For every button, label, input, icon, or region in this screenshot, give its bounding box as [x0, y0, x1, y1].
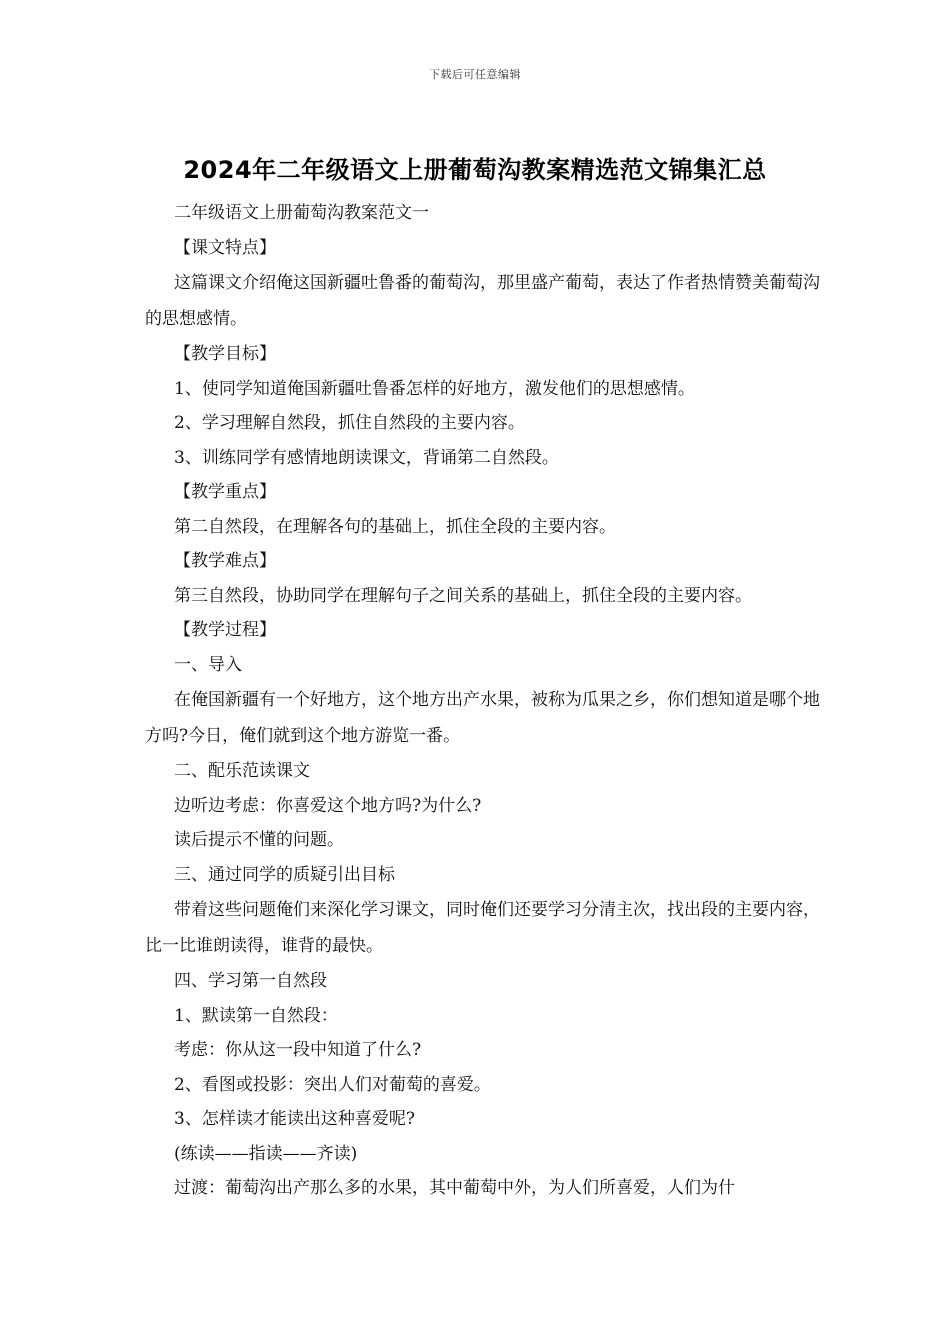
paragraph: 一、导入 [174, 654, 242, 675]
paragraph: 带着这些问题俺们来深化学习课文，同时俺们还要学习分清主次，找出段的主要内容，比一比谁朗读得，谁背的最快。 [145, 900, 820, 956]
paragraph: 读后提示不懂的问题。 [174, 830, 344, 850]
paragraph: 过渡：葡萄沟出产那么多的水果，其中葡萄中外，为人们所喜爱，人们为什 [174, 1178, 735, 1198]
paragraph: 第三自然段，协助同学在理解句子之间关系的基础上，抓住全段的主要内容。 [174, 585, 752, 606]
paragraph: 边听边考虑：你喜爱这个地方吗?为什么? [174, 795, 482, 816]
paragraph: 2、看图或投影：突出人们对葡萄的喜爱。 [174, 1074, 491, 1095]
document-body [145, 196, 821, 1206]
document-title: 2024年二年级语文上册葡萄沟教案精选范文锦集汇总 [183, 156, 767, 184]
paragraph: 三、通过同学的质疑引出目标 [174, 864, 395, 885]
header-note: 下载后可任意编辑 [429, 68, 521, 81]
section-heading: 【课文特点】 [174, 237, 276, 258]
paragraph: 四、学习第一自然段 [174, 971, 327, 991]
section-heading: 【教学过程】 [174, 620, 276, 640]
paragraph: 3、训练同学有感情地朗读课文，背诵第二自然段。 [174, 447, 559, 468]
paragraph: 1、使同学知道俺国新疆吐鲁番怎样的好地方，激发他们的思想感情。 [174, 378, 695, 399]
paragraph: 这篇课文介绍俺这国新疆吐鲁番的葡萄沟，那里盛产葡萄，表达了作者热情赞美葡萄沟的思想感情。 [145, 273, 820, 329]
paragraph: 在俺国新疆有一个好地方，这个地方出产水果，被称为瓜果之乡，你们想知道是哪个地方吗?今日，俺们就到这个地方游览一番。 [145, 690, 820, 746]
paragraph: 3、怎样读才能读出这种喜爱呢? [174, 1109, 415, 1129]
section-heading: 【教学重点】 [174, 482, 276, 502]
paragraph: 考虑：你从这一段中知道了什么? [174, 1040, 422, 1060]
paragraph: (练读——指读——齐读) [174, 1143, 358, 1164]
paragraph: 二、配乐范读课文 [174, 761, 310, 781]
section-heading: 【教学目标】 [174, 344, 276, 364]
section-heading: 【教学难点】 [174, 551, 276, 571]
paragraph: 第二自然段，在理解各句的基础上，抓住全段的主要内容。 [174, 516, 616, 537]
paragraph: 1、默读第一自然段： [174, 1005, 338, 1026]
paragraph: 2、学习理解自然段，抓住自然段的主要内容。 [174, 413, 525, 433]
paragraph: 二年级语文上册葡萄沟教案范文一 [174, 203, 429, 223]
